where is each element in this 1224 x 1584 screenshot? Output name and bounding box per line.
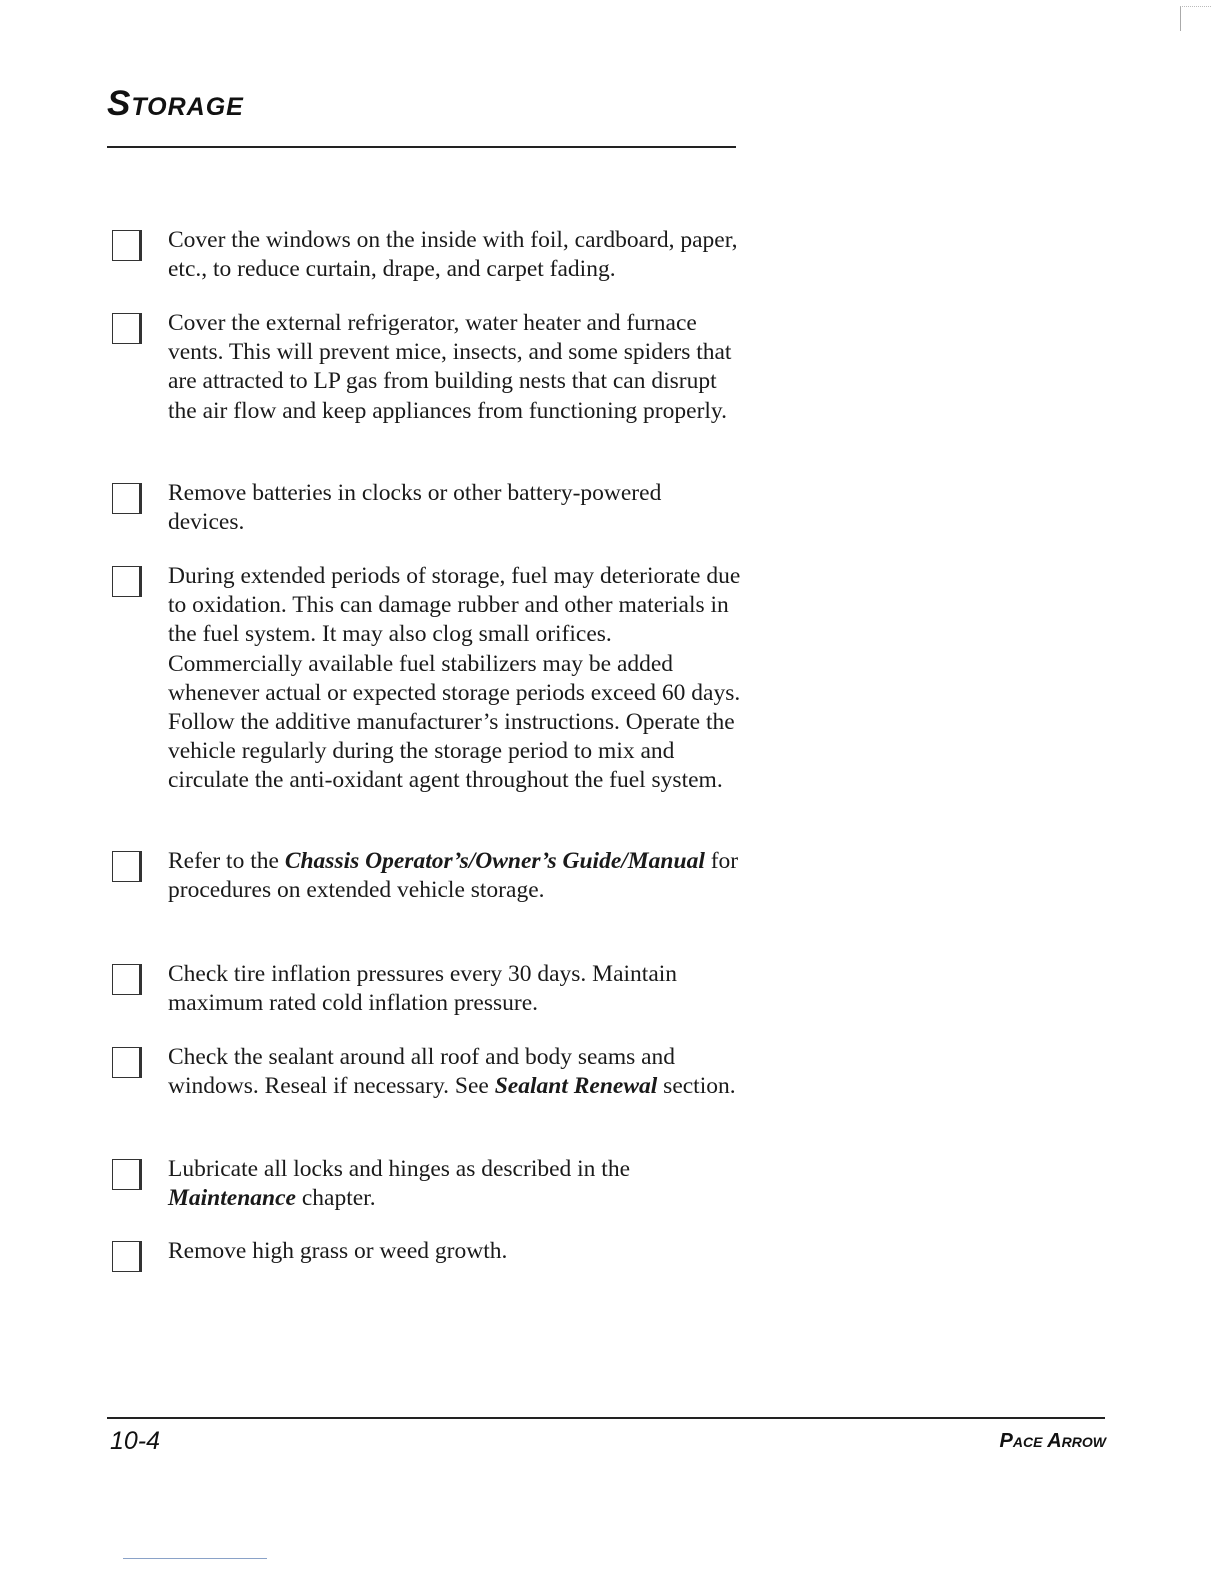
checklist-item-text: Refer to the Chassis Operator’s/Owner’s Guide/Manual for procedures on extended vehicle storage. bbox=[168, 848, 739, 904]
checklist-item-text: During extended periods of storage, fuel may deteriorate due to oxidation. This can damage rubber and other materials in the fuel system. It may also clog small orifices. Commercially available fuel stabilizers may be added whenever actual or expected storage periods exceed 60 days. Follow the additive manufacturer’s instructions. Operate the vehicle regularly during the storage period to mix and circulate the anti-oxidant agent throughout the fuel system. bbox=[168, 563, 741, 794]
checklist-item-text: Remove batteries in clocks or other battery-powered devices. bbox=[168, 480, 662, 536]
chassis-manual-reference: Chassis Operator’s/Owner’s Guide/Manual bbox=[284, 848, 705, 874]
scan-bottom-mark bbox=[123, 1558, 267, 1559]
checkbox[interactable] bbox=[112, 851, 142, 882]
page-title: Storage bbox=[107, 84, 244, 123]
checklist-item-text: Cover the windows on the inside with foil, cardboard, paper, etc., to reduce curtain, drape, and carpet fading. bbox=[168, 227, 738, 283]
checkbox[interactable] bbox=[112, 483, 142, 514]
sealant-renewal-reference: Sealant Renewal bbox=[494, 1073, 658, 1100]
footer-product-name: Pace Arrow bbox=[999, 1430, 1106, 1452]
checkbox[interactable] bbox=[112, 230, 142, 261]
checkbox[interactable] bbox=[112, 313, 142, 344]
maintenance-reference: Maintenance bbox=[168, 1185, 296, 1212]
title-divider bbox=[107, 146, 736, 148]
checkbox[interactable] bbox=[112, 1159, 142, 1190]
checkbox[interactable] bbox=[112, 1241, 142, 1272]
checklist-item-text: Lubricate all locks and hinges as described in the Maintenance chapter. bbox=[168, 1156, 631, 1212]
checklist-item-text: Cover the external refrigerator, water heater and furnace vents. This will prevent mice, insects, and some spiders that are attracted to LP gas from building nests that can disrupt the air flow and keep appliances from functioning properly. bbox=[168, 310, 732, 424]
checkbox[interactable] bbox=[112, 964, 142, 995]
checkbox[interactable] bbox=[112, 566, 142, 597]
page-number: 10-4 bbox=[110, 1427, 161, 1455]
checkbox[interactable] bbox=[112, 1047, 142, 1078]
checklist-item-text: Check the sealant around all roof and body seams and windows. Reseal if necessary. See Sealant Renewal section. bbox=[168, 1044, 736, 1100]
checklist-item-text: Check tire inflation pressures every 30 days. Maintain maximum rated cold inflation pressure. bbox=[168, 961, 678, 1017]
checklist-item-text: Remove high grass or weed growth. bbox=[168, 1238, 508, 1264]
footer-divider bbox=[107, 1417, 1105, 1419]
scan-corner-mark bbox=[1180, 6, 1211, 31]
